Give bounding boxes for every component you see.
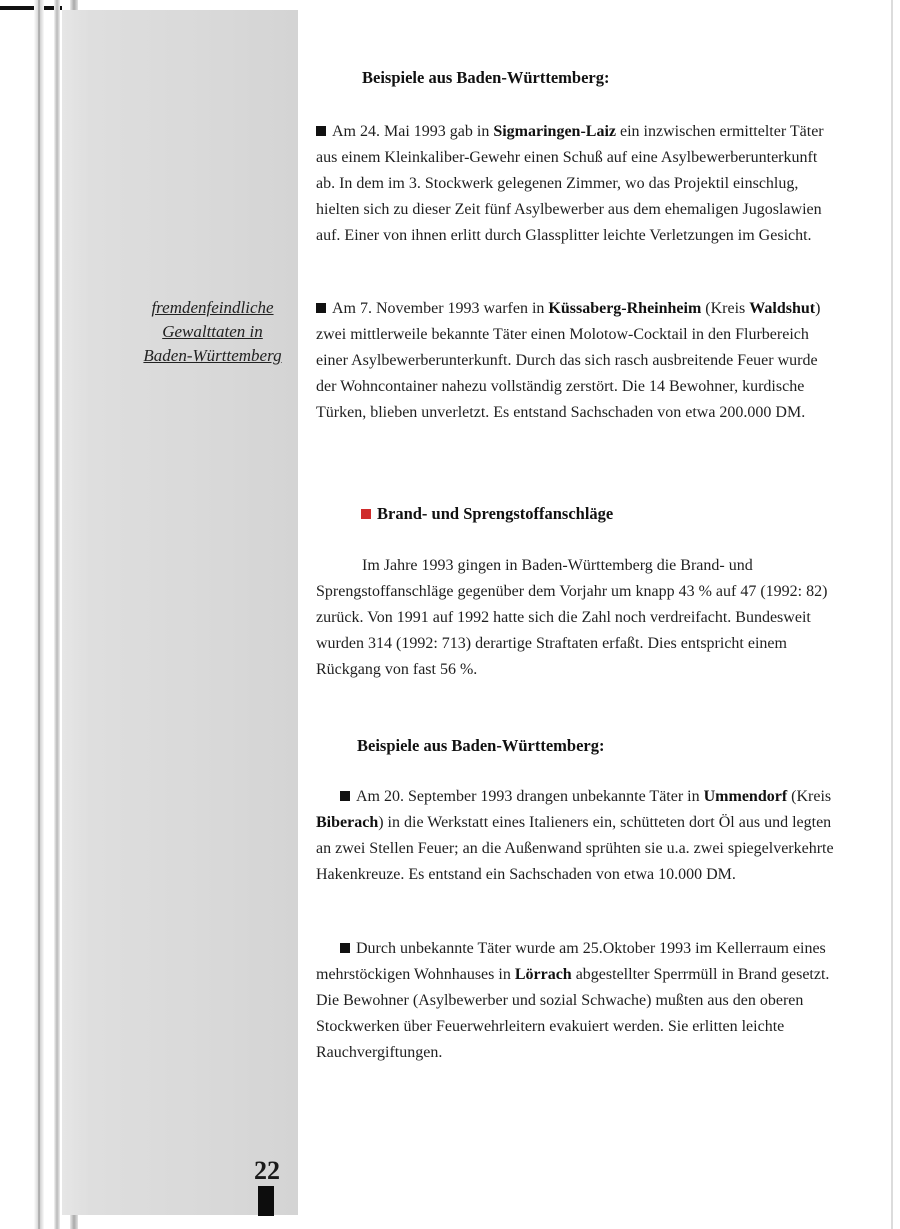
place-name: Ummendorf bbox=[703, 788, 788, 805]
section-title: Brand- und Sprengstoffanschläge bbox=[361, 504, 613, 524]
page-edge bbox=[891, 0, 893, 1229]
place-name: Lörrach bbox=[514, 966, 572, 983]
margin-note bbox=[125, 296, 300, 368]
bullet-icon bbox=[316, 126, 326, 136]
example-paragraph: Am 24. Mai 1993 gab in Sigmaringen-Laiz ein inzwischen ermittelter Täter aus einem Kleinkaliber-Gewehr einen Schuß auf eine Asylbewerberunterkunft ab. In dem im 3. Stockwerk gelegenen Zimmer, wo das Projektil einschlug, hielten sich zu dieser Zeit fünf Asylbewerber aus dem ehemaligen Jugoslawien auf. Einer von ihnen erlitt durch Glassplitter leichte Verletzungen im Gesicht. bbox=[316, 123, 824, 244]
margin-sidebar bbox=[62, 10, 298, 1215]
red-bullet-icon bbox=[361, 509, 371, 519]
page-number: 22 bbox=[254, 1156, 280, 1185]
place-name: Sigmaringen-Laiz bbox=[493, 123, 616, 140]
statistics-paragraph: Im Jahre 1993 gingen in Baden-Württemberg die Brand- und Sprengstoffanschläge gegenüber dem Vorjahr um knapp 43 % auf 47 (1992: 82) zurück. Von 1991 auf 1992 hatte sich die Zahl noch verdreifacht. Bundesweit wurden 314 (1992: 713) derartige Straftaten erfaßt. Dies entspricht einem Rückgang von fast 56 %. bbox=[316, 557, 828, 678]
margin-note-line: fremdenfeindliche bbox=[151, 298, 274, 317]
margin-note-line: Baden-Württemberg bbox=[143, 346, 282, 365]
section-heading: Beispiele aus Baden-Württemberg: bbox=[357, 736, 605, 755]
section-heading: Beispiele aus Baden-Württemberg: bbox=[362, 68, 610, 87]
example-paragraph: Am 20. September 1993 drangen unbekannte Täter in Ummendorf (Kreis Biberach) in die Werkstatt eines Italieners ein, schütteten dort Öl aus und legten an zwei Stellen Feuer; an die Außenwand sprühten sie u.a. zwei spiegelverkehrte Hakenkreuze. Es entstand ein Sachschaden von etwa 10.000 DM. bbox=[316, 788, 834, 883]
example-paragraph: Am 7. November 1993 warfen in Küssaberg-Rheinheim (Kreis Waldshut) zwei mittlerweile bekannte Täter einen Molotow-Cocktail in den Flurbereich einer Asylbewerberunterkunft. Durch das sich rasch ausbreitende Feuer wurde der Wohncontainer nahezu vollständig zerstört. Die 14 Bewohner, kurdische Türken, blieben unverletzt. Es entstand Sachschaden von etwa 200.000 DM. bbox=[316, 300, 821, 421]
place-name: Küssaberg-Rheinheim bbox=[548, 300, 702, 317]
page-thumb-mark bbox=[258, 1186, 274, 1216]
bullet-icon bbox=[340, 943, 350, 953]
margin-note-line: Gewalttaten in bbox=[162, 322, 263, 341]
binding-top-mark bbox=[0, 6, 62, 10]
binding-shadow bbox=[34, 0, 44, 1229]
bullet-icon bbox=[316, 303, 326, 313]
page-binding bbox=[0, 0, 62, 1229]
binding-shadow bbox=[54, 0, 60, 1229]
bullet-icon bbox=[340, 791, 350, 801]
example-paragraph: Durch unbekannte Täter wurde am 25.Oktober 1993 im Kellerraum eines mehrstöckigen Wohnhauses in Lörrach abgestellter Sperrmüll in Brand gesetzt. Die Bewohner (Asylbewerber und sozial Schwache) mußten aus den oberen Stockwerken über Feuerwehrleitern evakuiert werden. Sie erlitten leichte Rauchvergiftungen. bbox=[316, 940, 830, 1061]
district-name: Waldshut bbox=[749, 300, 816, 317]
district-name: Biberach bbox=[316, 814, 379, 831]
